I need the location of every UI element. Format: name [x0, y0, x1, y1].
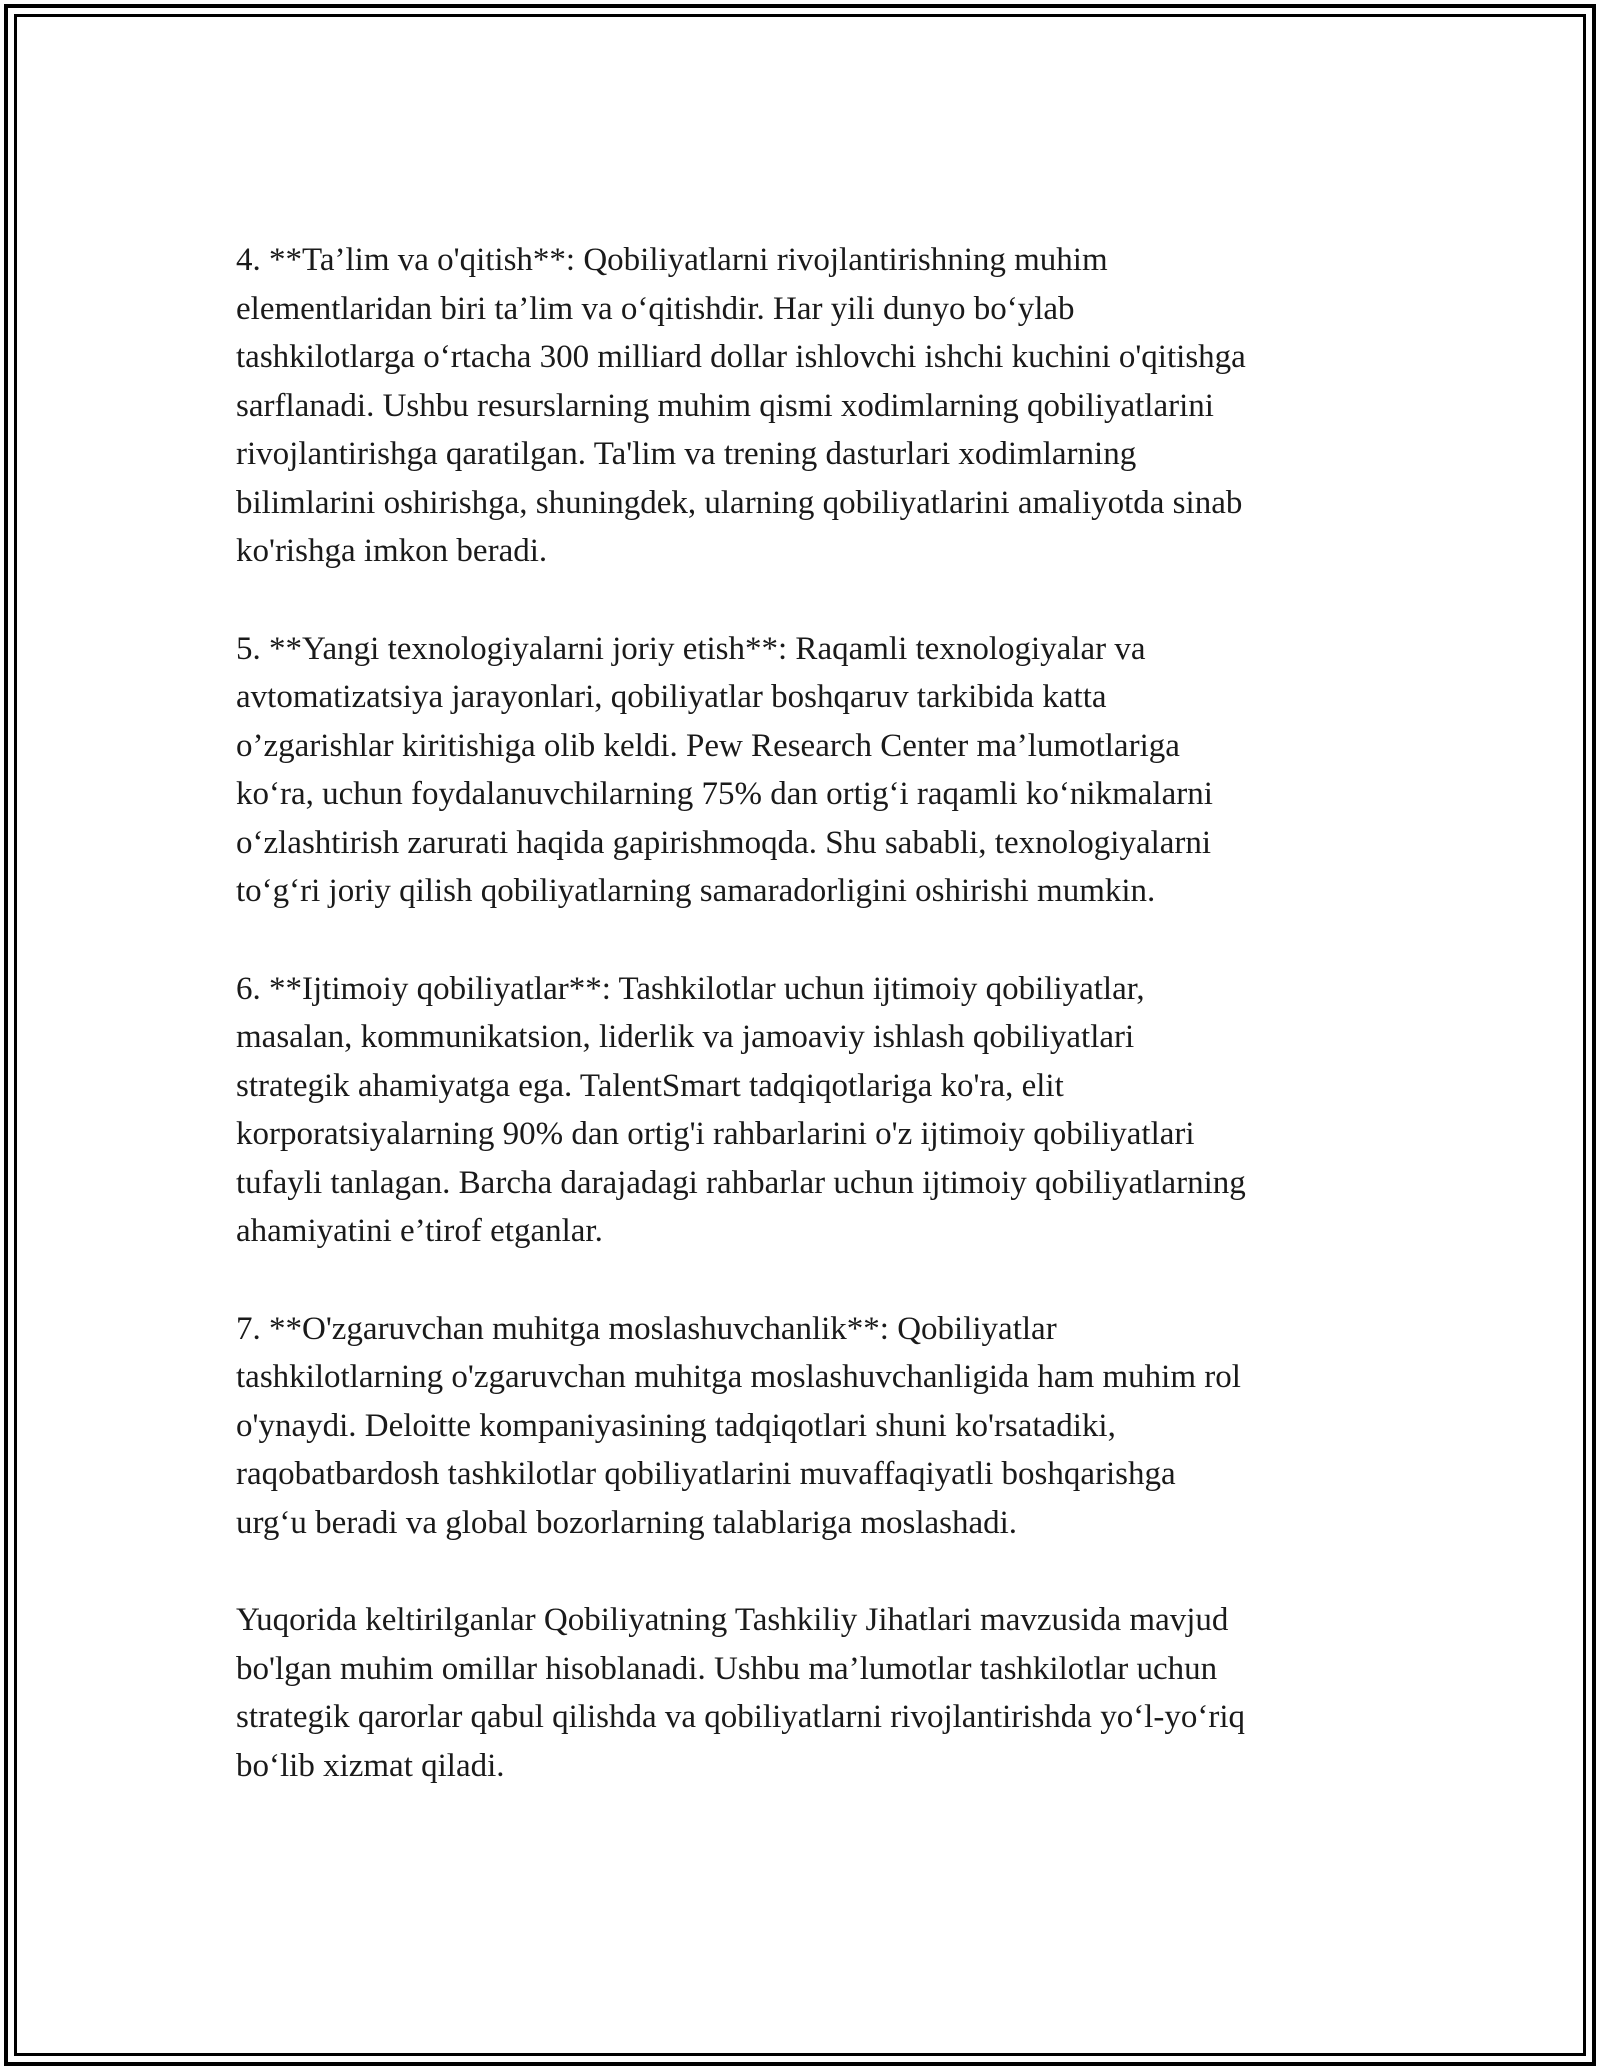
paragraph-education-training: 4. **Ta’lim va o'qitish**: Qobiliyatlarni rivojlantirishning muhim elementlaridan biri ta’lim va o‘qitishdir. Har yili dunyo bo‘ylab tashkilotlarga o‘rtacha 300 milliard dollar ishlovchi ishchi kuchini o'qitishga sarflanadi. Ushbu resurslarning muhim qismi xodimlarning qobiliyatlarini rivojlantirishga qaratilgan. Ta'lim va trening dasturlari xodimlarning bilimlarini oshirishga, shuningdek, ularning qobiliyatlarini amaliyotda sinab ko'rishga imkon beradi.: [236, 242, 1246, 569]
paragraph-adaptability: 7. **O'zgaruvchan muhitga moslashuvchanlik**: Qobiliyatlar tashkilotlarning o'zgaruvchan muhitga moslashuvchanligida ham muhim rol o'ynaydi. Deloitte kompaniyasining tadqiqotlari shuni ko'rsatadiki, raqobatbardosh tashkilotlar qobiliyatlarini muvaffaqiyatli boshqarishga urg‘u beradi va global bozorlarning talablariga moslashadi.: [236, 1310, 1241, 1541]
paragraph-conclusion: Yuqorida keltirilganlar Qobiliyatning Tashkiliy Jihatlari mavzusida mavjud bo'lgan muhim omillar hisoblanadi. Ushbu ma’lumotlar tashkilotlar uchun strategik qarorlar qabul qilishda va qobiliyatlarni rivojlantirishda yo‘l-yo‘riq bo‘lib xizmat qiladi.: [236, 1602, 1245, 1784]
paragraph-social-skills: 6. **Ijtimoiy qobiliyatlar**: Tashkilotlar uchun ijtimoiy qobiliyatlar, masalan, kommunikatsion, liderlik va jamoaviy ishlash qobiliyatlari strategik ahamiyatga ega. TalentSmart tadqiqotlariga ko'ra, elit korporatsiyalarning 90% dan ortig'i rahbarlarini o'z ijtimoiy qobiliyatlari tufayli tanlagan. Barcha darajadagi rahbarlar uchun ijtimoiy qobiliyatlarning ahamiyatini e’tirof etganlar.: [236, 970, 1246, 1249]
document-body: [236, 236, 1386, 1790]
paragraph-new-technologies: 5. **Yangi texnologiyalarni joriy etish**: Raqamli texnologiyalar va avtomatizatsiya jarayonlari, qobiliyatlar boshqaruv tarkibida katta o’zgarishlar kiritishiga olib keldi. Pew Research Center ma’lumotlariga ko‘ra, uchun foydalanuvchilarning 75% dan ortig‘i raqamli ko‘nikmalarni o‘zlashtirish zarurati haqida gapirishmoqda. Shu sababli, texnologiyalarni to‘g‘ri joriy qilish qobiliyatlarning samaradorligini oshirishi mumkin.: [236, 630, 1213, 909]
